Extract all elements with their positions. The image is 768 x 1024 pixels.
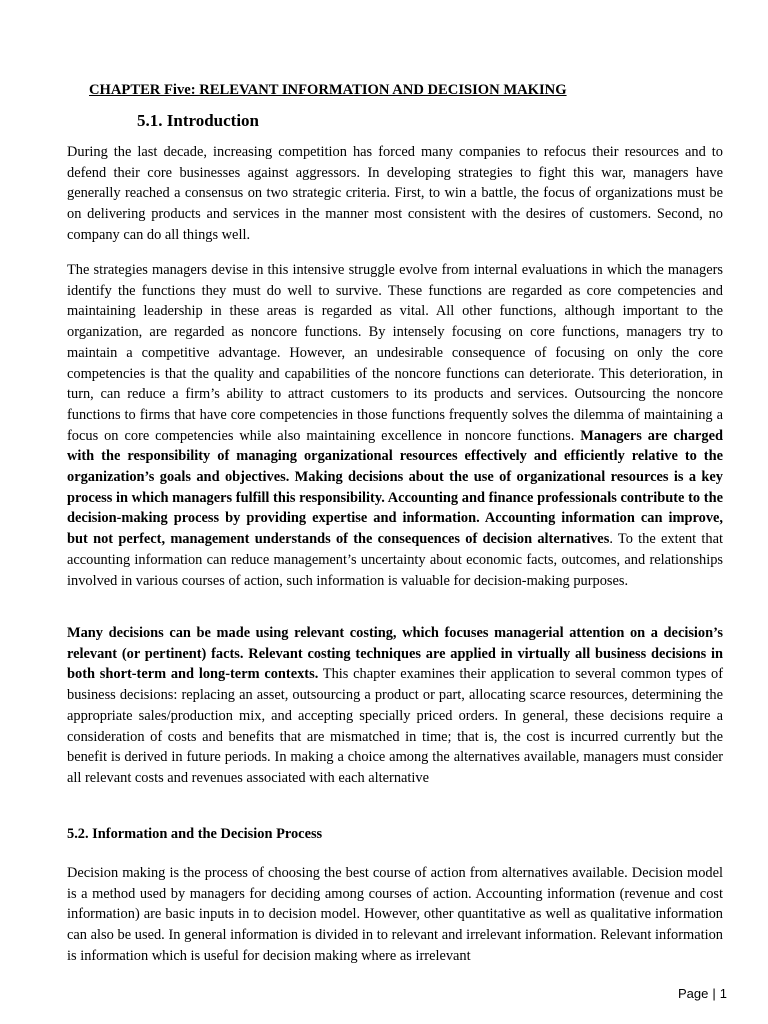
section-heading-introduction: 5.1. Introduction [137,111,260,130]
paragraph-1 [67,142,723,246]
paragraph-2-bold: Managers are charged with the responsibility of managing organizational resources effectively and efficiently relative to the organization’s goals and objectives. Making decisions about the use of organizational resources is a key process in which managers fulfill this responsibility. Accounting and finance professionals contribute to the decision-making process by providing expertise and information. Accounting information can improve, but not perfect, management understands of the consequences of decision alternatives [67,427,723,548]
paragraph-4-text: Decision making is the process of choosing the best course of action from alternatives available. Decision model is a method used by managers for deciding among courses of action. Accounting information (revenue and cost information) are basic inputs in to decision model. However, other quantitative as well as qualitative information can also be used. In general information is divided in to relevant and irrelevant information. Relevant information is information which is useful for decision making where as irrelevant [67,865,723,964]
paragraph-3-bold: Many decisions can be made using relevant costing, which focuses managerial attention on a decision’s relevant (or pertinent) facts. Relevant costing techniques are applied in virtually all business decisions in both short-term and long-term contexts. [67,625,723,683]
page-footer [678,986,727,1001]
paragraph-2-text-a: The strategies managers devise in this intensive struggle evolve from internal evaluations in which the managers identify the functions they must do well to survive. These functions are regarded as core competencies and maintaining leadership in these areas is regarded as vital. All other functions, although important to the organization, are regarded as noncore functions. By intensely focusing on core functions, managers try to maintain a competitive advantage. However, an undesirable consequence of focusing on only the core competencies is that the quality and capabilities of the noncore functions can deteriorate. This deterioration, in turn, can reduce a firm’s ability to attract customers to its products and services. Outsourcing the noncore functions to firms that have core competencies in those functions frequently solves the dilemma of maintaining a focus on core competencies while also maintaining excellence in noncore functions. [67,262,723,444]
page-number: 1 [719,986,727,1001]
paragraph-3 [67,623,723,789]
paragraph-1-text: During the last decade, increasing competition has forced many companies to refocus their resources and to defend their core businesses against aggressors. In developing strategies to fight this war, managers have generally reached a consensus on two strategic criteria. First, to win a battle, the focus of organizations must be on delivering products and services in the manner most consistent with the desires of customers. Second, no company can do all things well. [67,144,723,243]
paragraph-2-text-b: . To the extent that accounting information can reduce management’s uncertainty about economic facts, outcomes, and relationships involved in various courses of action, such information is valuable for decision-making purposes. [67,531,724,589]
chapter-title: CHAPTER Five: RELEVANT INFORMATION AND DECISION MAKING [89,82,567,98]
page-label: Page [678,986,709,1001]
paragraph-3-text: This chapter examines their application to several common types of business decisions: replacing an asset, outsourcing a product or part, allocating scarce resources, determining the appropriate sales/production mix, and accepting specially priced orders. In general, these decisions require a consideration of costs and benefits that are mismatched in time; that is, the cost is incurred currently but the benefit is derived in future periods. In making a choice among the alternatives available, managers must consider all relevant costs and revenues associated with each alternative [67,666,723,786]
paragraph-4 [67,863,723,967]
page-separator: | [712,986,716,1001]
section-heading-information-decision-process: 5.2. Information and the Decision Process [67,826,323,842]
paragraph-2 [67,260,723,591]
